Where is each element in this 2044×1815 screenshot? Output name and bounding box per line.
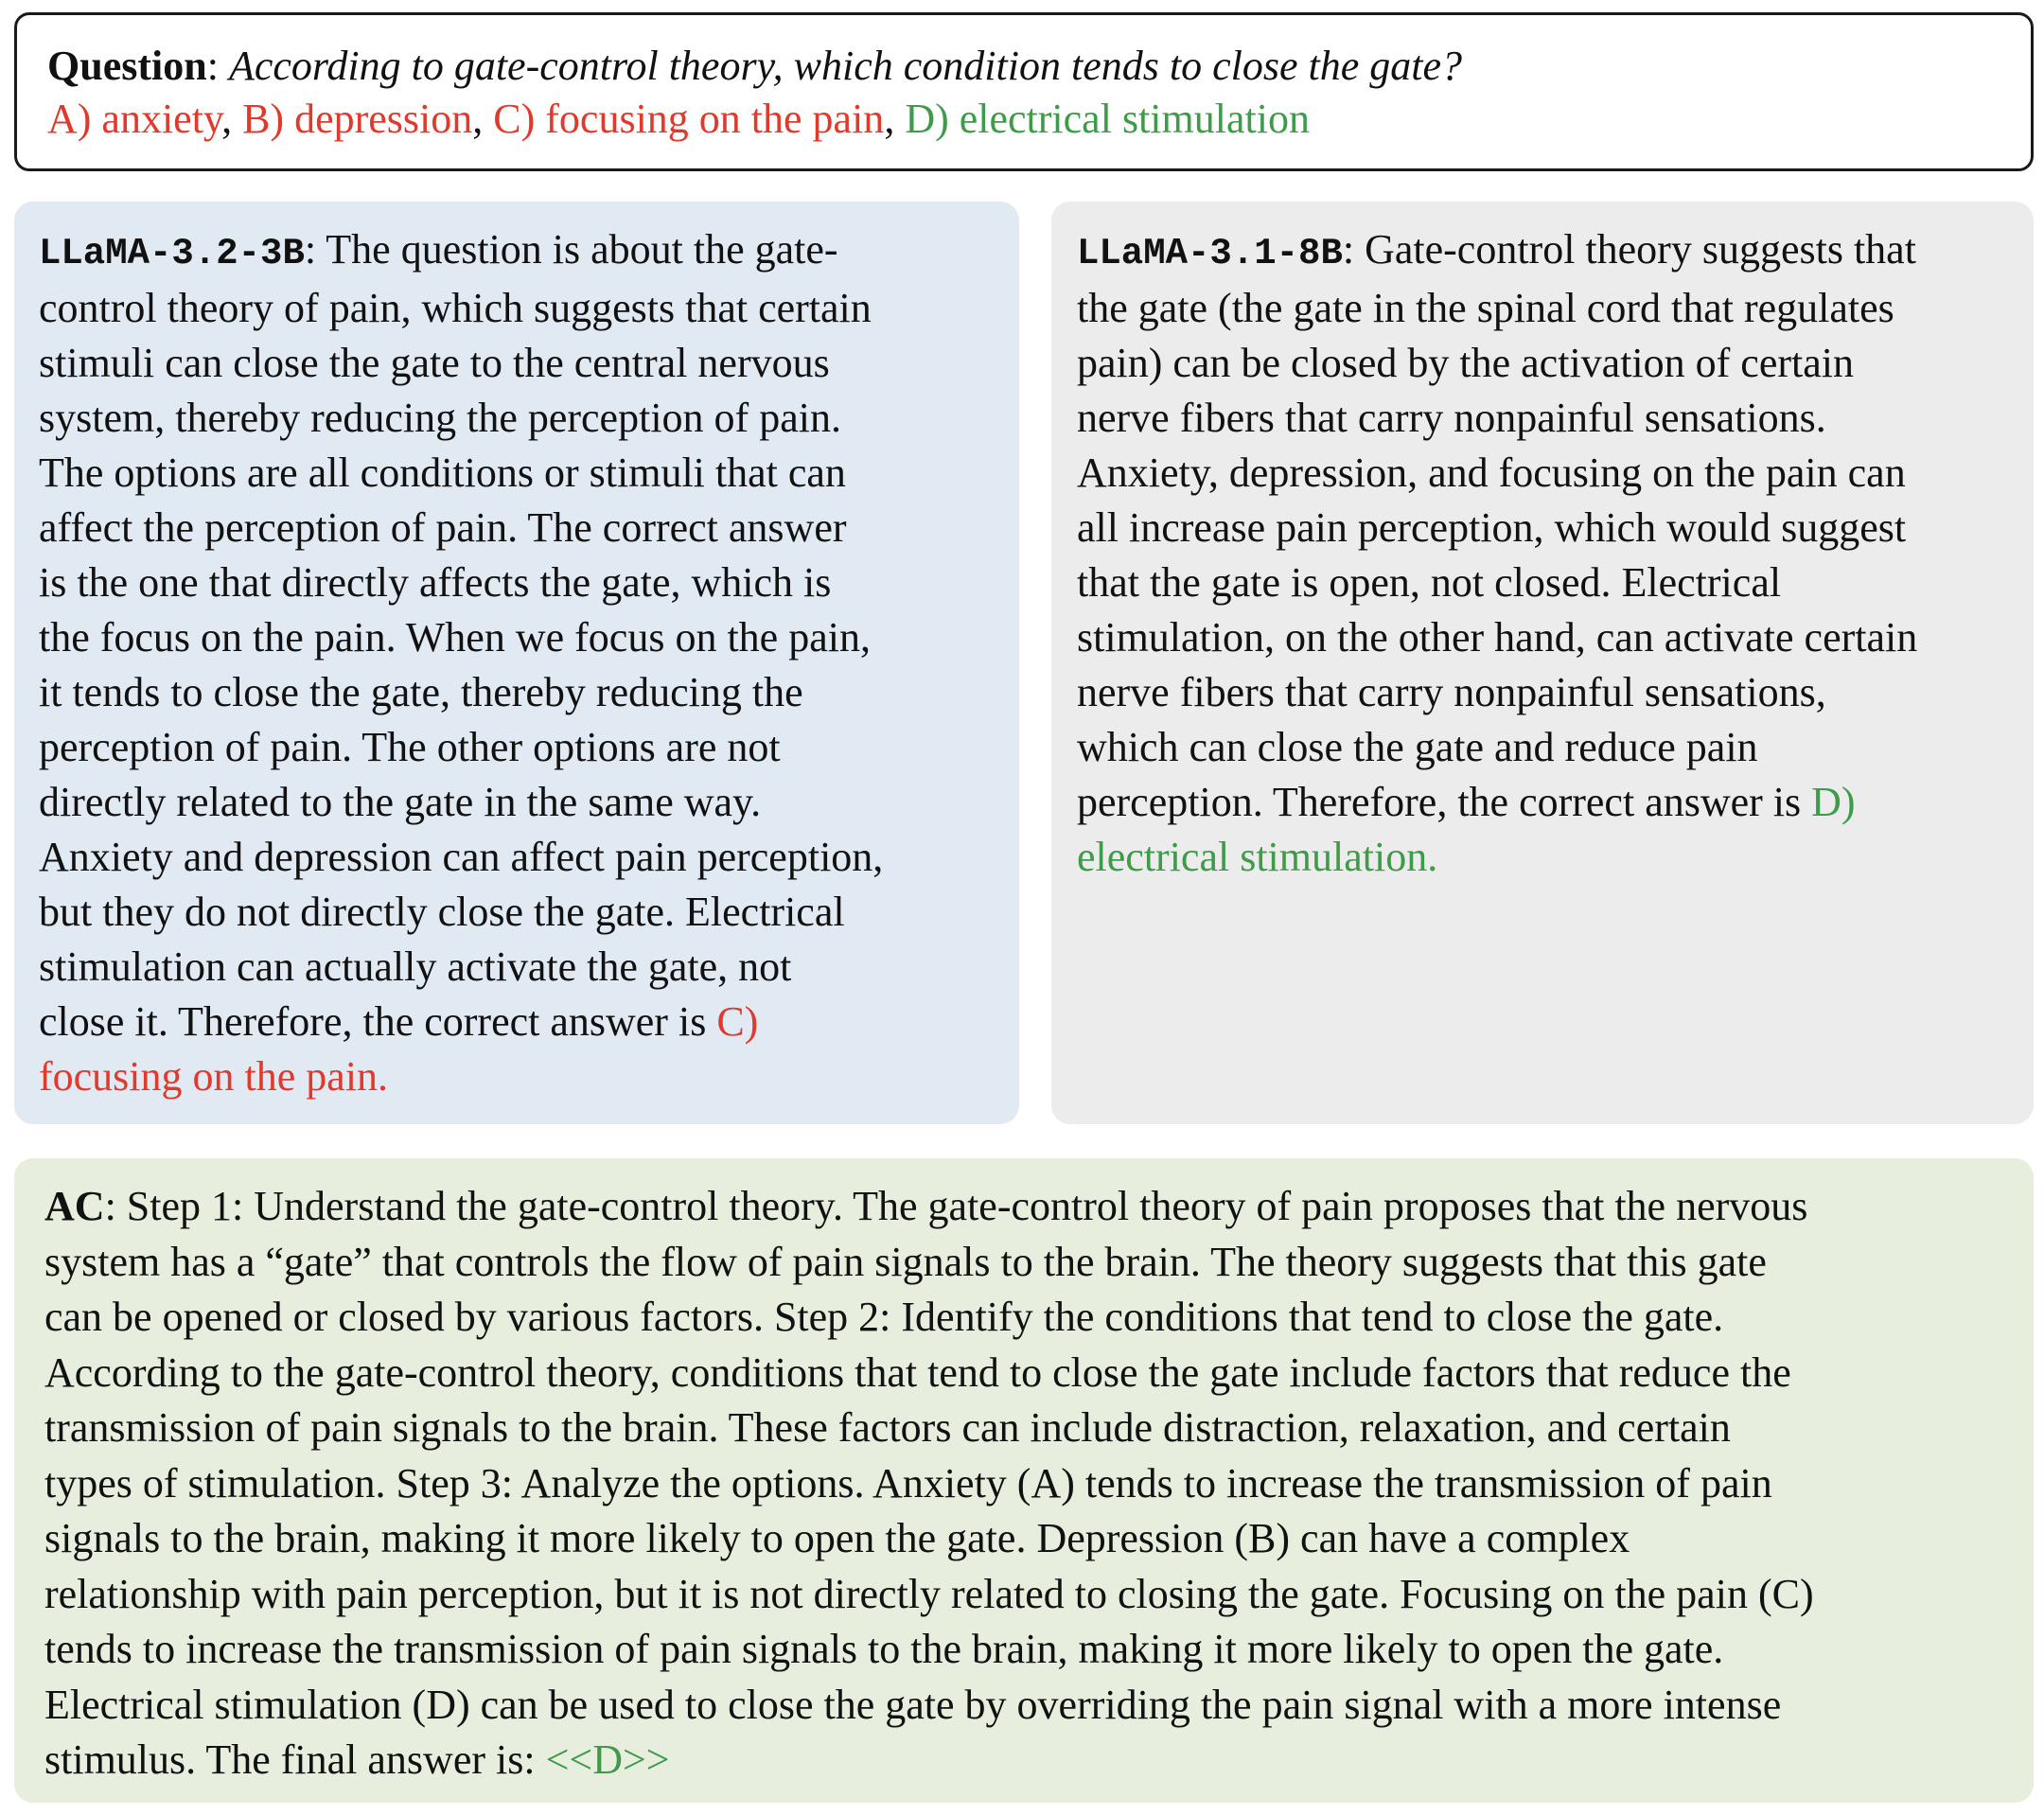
response-line: but they do not directly close the gate. Electrical xyxy=(39,889,845,935)
question-box xyxy=(14,12,2034,171)
answer-label: C) xyxy=(716,998,759,1045)
question-sep: : xyxy=(206,43,229,89)
response-line: signals to the brain, making it more likely to open the gate. Depression (B) can have a complex xyxy=(44,1515,1630,1561)
response-line: which can close the gate and reduce pain xyxy=(1077,724,1758,770)
response-line: Electrical stimulation (D) can be used to close the gate by overriding the pain signal with a more intense xyxy=(44,1681,1782,1728)
option-d: D) electrical stimulation xyxy=(905,96,1310,142)
option-b: B) depression xyxy=(242,96,473,142)
response-line: tends to increase the transmission of pain signals to the brain, making it more likely to open the gate. xyxy=(44,1626,1724,1672)
response-line: can be opened or closed by various factors. Step 2: Identify the conditions that tend to close the gate. xyxy=(44,1294,1724,1340)
question-label: Question xyxy=(47,43,207,89)
line-text: : The question is about the gate- xyxy=(304,226,838,273)
line-text: perception. Therefore, the correct answer is xyxy=(1077,779,1812,825)
option-a: A) anxiety xyxy=(47,96,222,142)
model-name: LLaMA-3.2-3B xyxy=(39,233,305,274)
response-line: nerve fibers that carry nonpainful sensations. xyxy=(1077,395,1826,441)
response-line: stimuli can close the gate to the central nervous xyxy=(39,340,830,386)
response-line: directly related to the gate in the same way. xyxy=(39,779,762,825)
option-sep: , xyxy=(472,96,494,142)
response-line: relationship with pain perception, but it is not directly related to closing the gate. Focusing on the pain (C) xyxy=(44,1570,1814,1617)
line-text: : Gate-control theory suggests that xyxy=(1342,226,1916,273)
line-text: stimulus. The final answer is: xyxy=(44,1736,546,1783)
response-line: is the one that directly affects the gate, which is xyxy=(39,559,832,606)
response-line: system, thereby reducing the perception of pain. xyxy=(39,395,841,441)
response-line: types of stimulation. Step 3: Analyze the options. Anxiety (A) tends to increase the transmission of pain xyxy=(44,1459,1772,1507)
response-line: control theory of pain, which suggests that certain xyxy=(39,285,872,331)
response-line: it tends to close the gate, thereby reducing the xyxy=(39,669,803,715)
model-name: LLaMA-3.1-8B xyxy=(1077,233,1343,274)
response-line: the gate (the gate in the spinal cord that regulates xyxy=(1077,285,1894,331)
line-text: : Step 1: Understand the gate-control theory. The gate-control theory of pain proposes that the nervous xyxy=(104,1183,1808,1229)
ac-label: AC xyxy=(44,1183,105,1229)
response-line xyxy=(1077,775,2009,830)
option-sep: , xyxy=(884,96,906,142)
response-line: nerve fibers that carry nonpainful sensations, xyxy=(1077,669,1826,715)
response-line xyxy=(1077,222,2009,281)
options-line xyxy=(47,93,2000,146)
response-line: stimulation can actually activate the gate, not xyxy=(39,943,792,990)
llama-3b-response-panel xyxy=(14,202,1019,1124)
question-line xyxy=(47,40,2000,93)
response-line xyxy=(44,1733,2003,1789)
line-text: close it. Therefore, the correct answer is xyxy=(39,998,717,1045)
question-text: According to gate-control theory, which condition tends to close the gate? xyxy=(228,43,1462,89)
response-line xyxy=(39,995,995,1049)
response-line: Anxiety and depression can affect pain perception, xyxy=(39,834,884,880)
llama-8b-response-panel xyxy=(1051,202,2034,1124)
response-line: the focus on the pain. When we focus on the pain, xyxy=(39,614,871,661)
ac-response-panel xyxy=(14,1158,2034,1803)
response-line: The options are all conditions or stimuli that can xyxy=(39,449,846,496)
option-c: C) focusing on the pain xyxy=(493,96,885,142)
response-line: system has a “gate” that controls the flow of pain signals to the brain. The theory suggests that this gate xyxy=(44,1238,1767,1285)
response-line xyxy=(44,1179,2003,1235)
response-line: pain) can be closed by the activation of certain xyxy=(1077,340,1854,386)
answer-text: electrical stimulation. xyxy=(1077,834,1438,880)
response-line xyxy=(39,222,995,281)
answer-label: D) xyxy=(1811,779,1856,825)
response-line: Anxiety, depression, and focusing on the pain can xyxy=(1077,449,1906,496)
response-line: that the gate is open, not closed. Electrical xyxy=(1077,559,1782,606)
response-line: transmission of pain signals to the brain. These factors can include distraction, relaxation, and certain xyxy=(44,1404,1731,1451)
answer-text: focusing on the pain. xyxy=(39,1053,389,1100)
response-line: According to the gate-control theory, conditions that tend to close the gate include factors that reduce the xyxy=(44,1348,1791,1396)
response-line: affect the perception of pain. The correct answer xyxy=(39,504,847,551)
response-line: all increase pain perception, which would suggest xyxy=(1077,504,1907,551)
final-answer: <<D>> xyxy=(545,1736,670,1783)
option-sep: , xyxy=(221,96,243,142)
response-line: stimulation, on the other hand, can activate certain xyxy=(1077,614,1918,661)
response-line: perception of pain. The other options are not xyxy=(39,724,781,770)
